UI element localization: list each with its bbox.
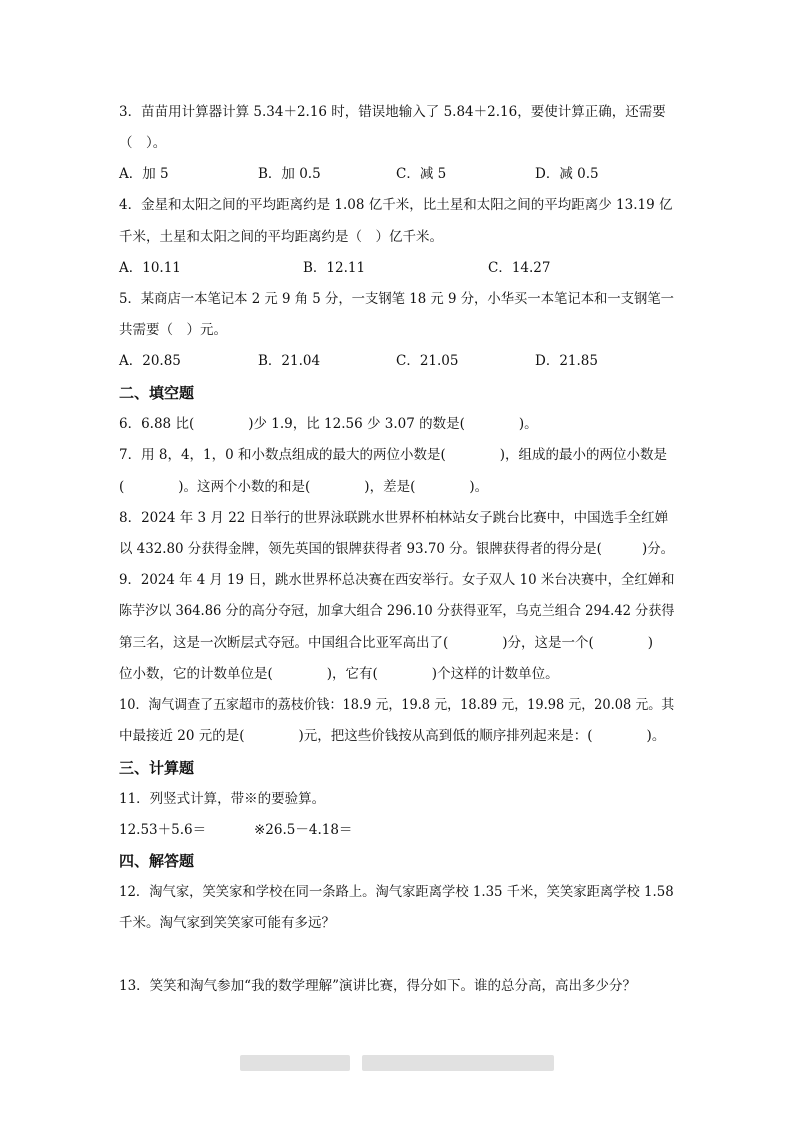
q11-expression-1: 12.53＋5.6＝ — [119, 822, 207, 838]
q8-text-line1: 8．2024 年 3 月 22 日举行的世界泳联跳水世界杯柏林站女子跳台比赛中，中国选手全红婵 — [119, 510, 669, 526]
section-heading-fill: 二、填空题 — [119, 384, 195, 402]
q4-text-line1: 4．金星和太阳之间的平均距离约是 1.08 亿千米，比土星和太阳之间的平均距离少 13.19 亿 — [119, 197, 673, 213]
q6-text: 6．6.88 比( )少 1.9，比 12.56 少 3.07 的数是( )。 — [119, 416, 538, 432]
q5-text-line1: 5．某商店一本笔记本 2 元 9 角 5 分，一支钢笔 18 元 9 分，小华买一本笔记本和一支钢笔一 — [119, 291, 675, 307]
q5-option-d: D．21.85 — [535, 353, 598, 369]
q13-text: 13．笑笑和淘气参加“我的数学理解”演讲比赛，得分如下。谁的总分高，高出多少分？ — [119, 978, 636, 994]
q9-text-line4: 位小数，它的计数单位是( )，它有( )个这样的计数单位。 — [119, 666, 559, 682]
q4-option-b: B．12.11 — [303, 260, 366, 276]
q9-text-line3: 第三名，这是一次断层式夺冠。中国组合比亚军高出了( )分，这是一个( ) — [119, 635, 654, 651]
q4-option-a: A．10.11 — [119, 260, 181, 276]
q5-option-c: C．21.05 — [396, 353, 459, 369]
q4-option-c: C．14.27 — [488, 260, 551, 276]
q5-option-a: A．20.85 — [119, 353, 181, 369]
q3-option-d: D．减 0.5 — [535, 166, 599, 182]
q3-option-b: B．加 0.5 — [258, 166, 321, 182]
q8-text-line2: 以 432.80 分获得金牌，领先英国的银牌获得者 93.70 分。银牌获得者的得分是( )分。 — [119, 541, 675, 557]
q3-option-c: C．减 5 — [396, 166, 447, 182]
q7-text-line1: 7．用 8，4，1，0 和小数点组成的最大的两位小数是( )，组成的最小的两位小数是 — [119, 447, 668, 463]
q3-option-a: A．加 5 — [119, 166, 169, 182]
section-heading-calc: 三、计算题 — [119, 759, 195, 777]
q7-text-line2: ( )。这两个小数的和是( )，差是( )。 — [119, 479, 489, 495]
q11-expression-2: ※26.5－4.18＝ — [254, 822, 353, 838]
q5-option-b: B．21.04 — [258, 353, 321, 369]
q10-text-line2: 中最接近 20 元的是( )元，把这些价钱按从高到低的顺序排列起来是：( )。 — [119, 728, 666, 744]
q9-text-line2: 陈芋汐以 364.86 分的高分夺冠，加拿大组合 296.10 分获得亚军，乌克兰组合 294.42 分获得 — [119, 603, 675, 619]
q4-text-line2: 千米，土星和太阳之间的平均距离约是（ ）亿千米。 — [119, 229, 443, 245]
q3-text-line1: 3．苗苗用计算器计算 5.34＋2.16 时，错误地输入了 5.84＋2.16，要使计算正确，还需要 — [119, 104, 666, 120]
q10-text-line1: 10．淘气调查了五家超市的荔枝价钱：18.9 元，19.8 元，18.89 元，19.98 元，20.08 元。其 — [119, 697, 675, 713]
q5-text-line2: 共需要（ ）元。 — [119, 322, 227, 338]
q12-text-line1: 12．淘气家，笑笑家和学校在同一条路上。淘气家距离学校 1.35 千米，笑笑家距离学校 1.58 — [119, 884, 674, 900]
footer-watermark-right — [362, 1055, 554, 1071]
q11-text: 11．列竖式计算，带※的要验算。 — [119, 791, 326, 807]
q12-text-line2: 千米。淘气家到笑笑家可能有多远？ — [119, 915, 335, 931]
section-heading-answer: 四、解答题 — [119, 852, 195, 870]
footer-watermark-left — [240, 1055, 350, 1071]
q3-text-line2: （ ）。 — [119, 135, 167, 151]
q9-text-line1: 9．2024 年 4 月 19 日，跳水世界杯总决赛在西安举行。女子双人 10 米台决赛中，全红婵和 — [119, 572, 675, 588]
